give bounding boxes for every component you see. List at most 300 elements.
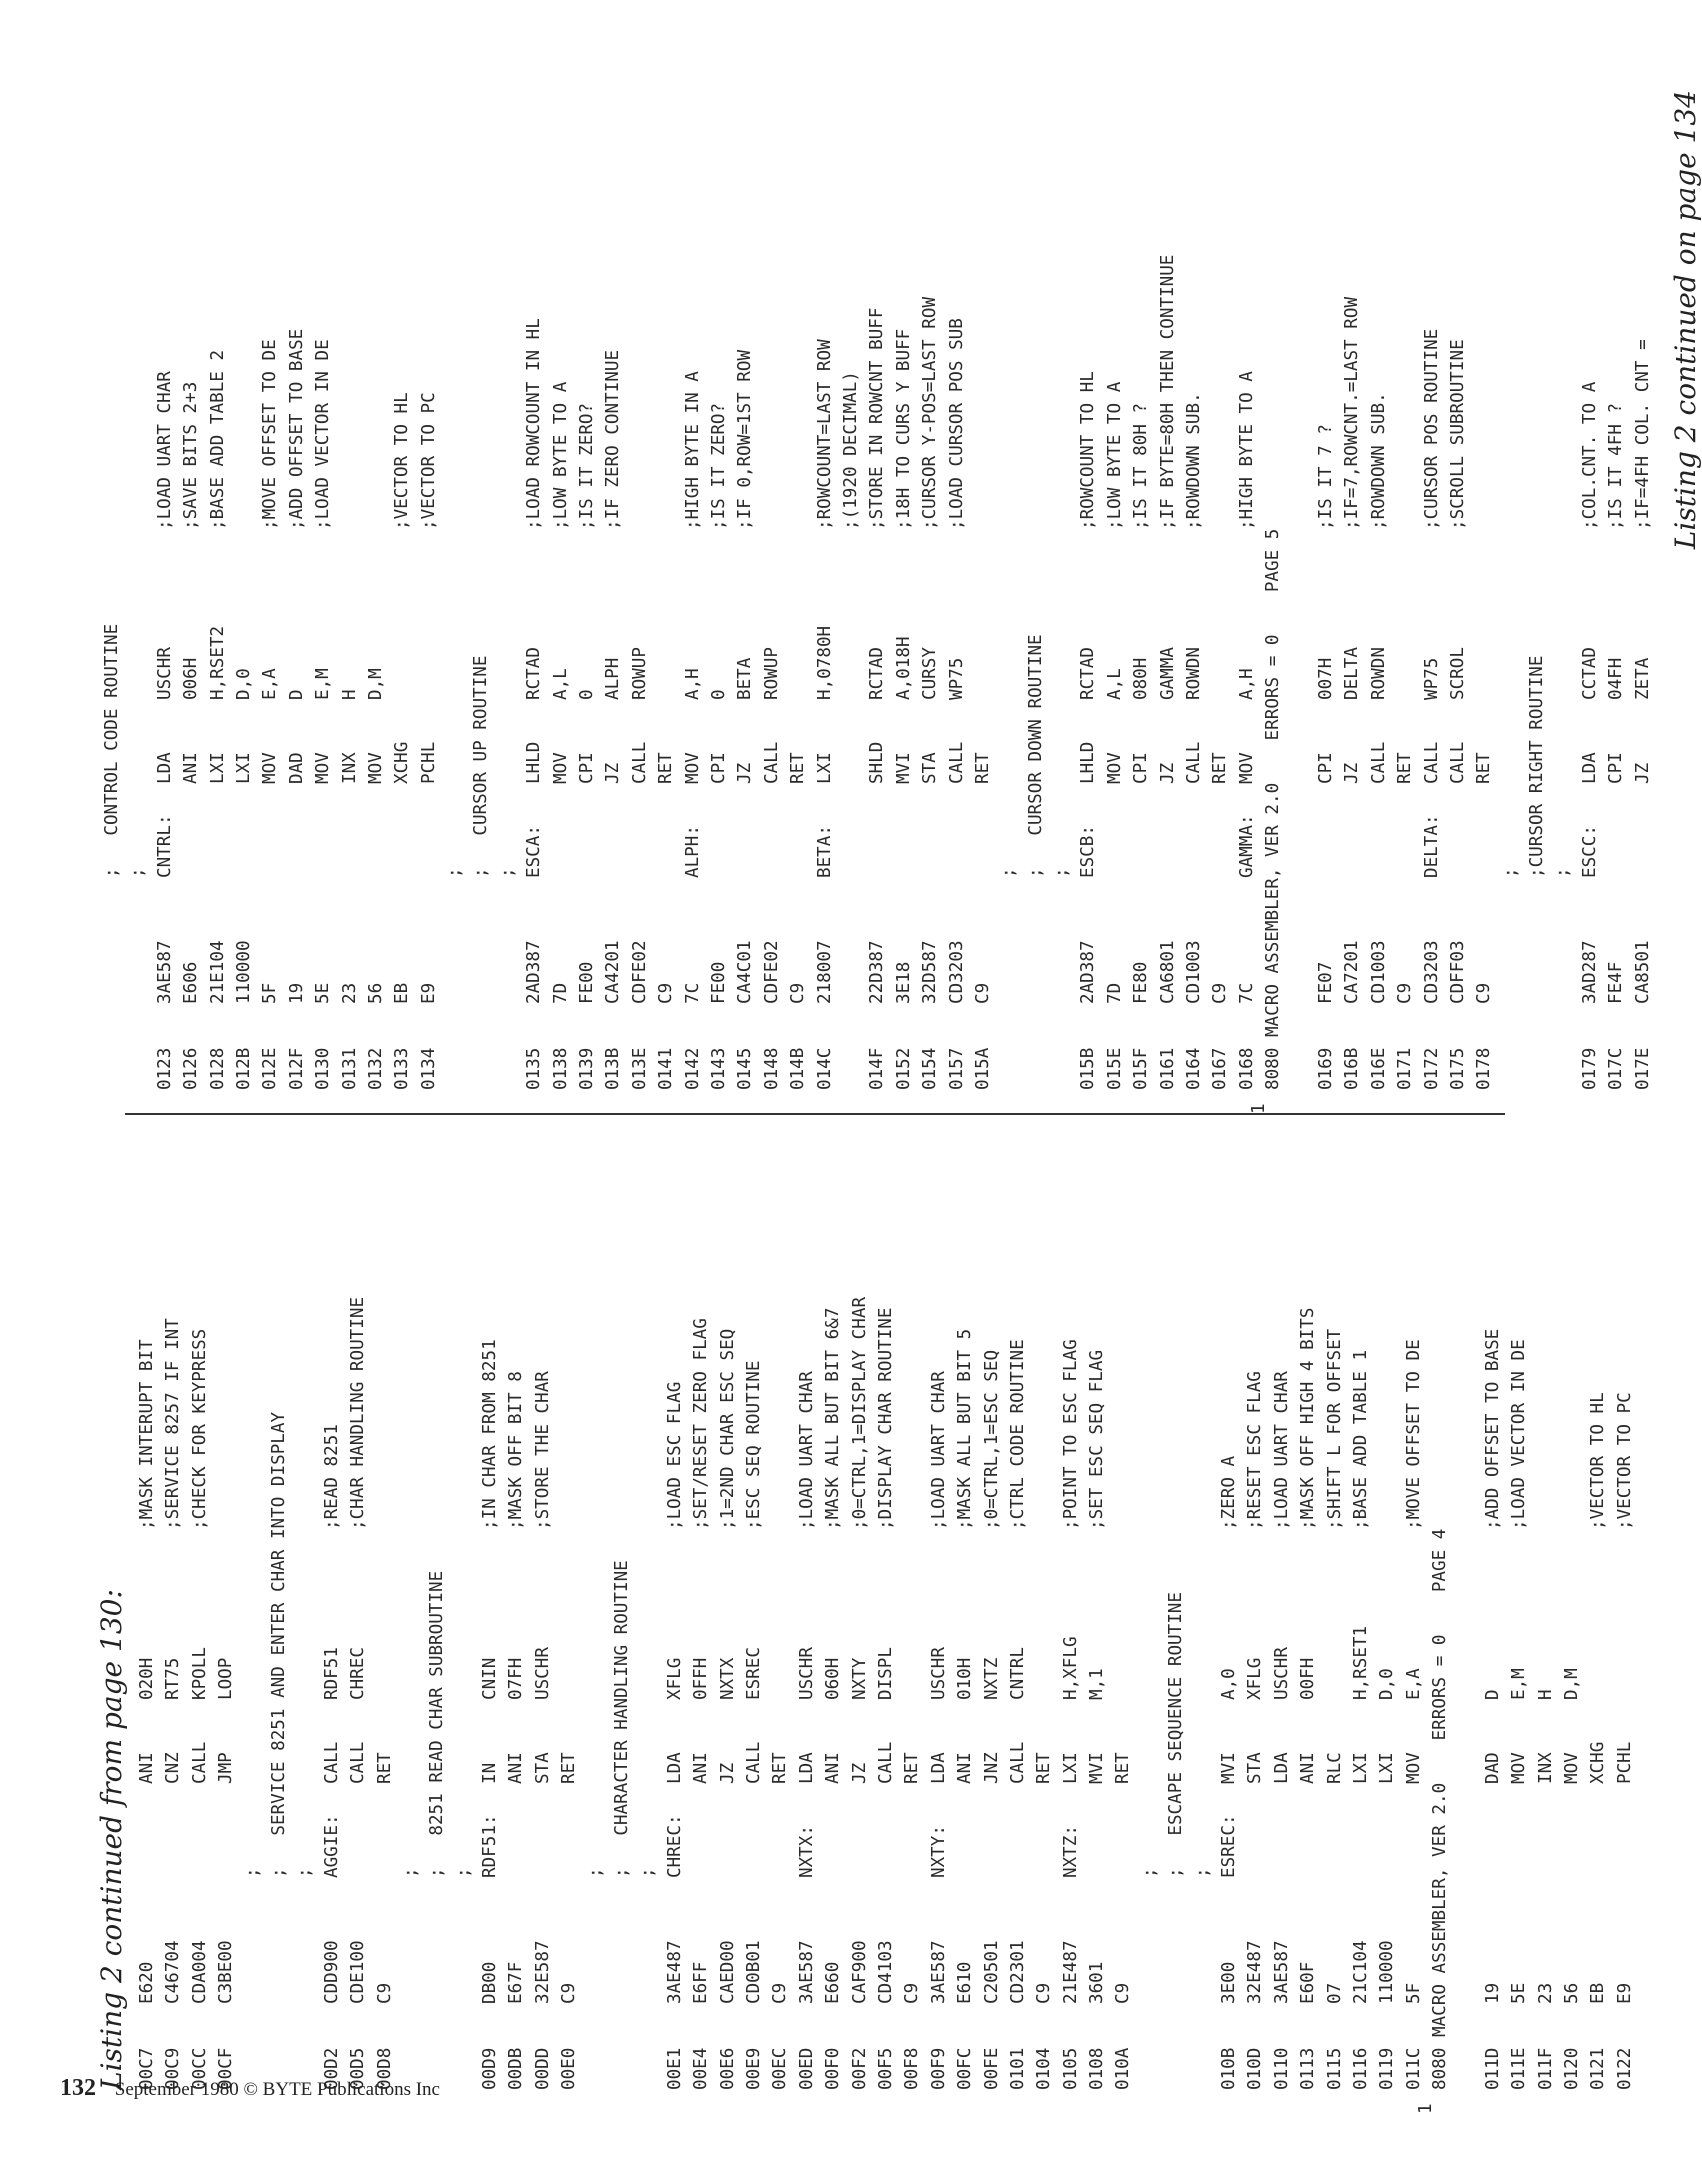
operand: H,0780H — [814, 625, 835, 700]
listing-line — [451, 1130, 477, 2090]
comment: ;SERVICE 8257 IF INT — [163, 1318, 184, 1530]
listing-line — [1392, 90, 1418, 1090]
opcode: CALL — [321, 1741, 342, 1784]
listing-line — [240, 1130, 266, 2090]
opcode: RET — [656, 752, 677, 784]
opcode: RET — [1474, 752, 1495, 784]
section-comment: ; — [1052, 867, 1073, 878]
operand: ROWUP — [629, 647, 650, 700]
object-code: FE07 — [1315, 961, 1336, 1004]
address: 0122 — [1614, 2047, 1635, 2090]
operand: 080H — [1131, 657, 1152, 700]
listing-line — [794, 1130, 820, 2090]
operand: BETA — [735, 657, 756, 700]
operand: RCTAD — [1078, 647, 1099, 700]
opcode: CALL — [348, 1741, 369, 1784]
address: 0145 — [735, 1047, 756, 1090]
listing-line — [759, 90, 785, 1090]
listing-line — [1287, 90, 1313, 1090]
object-code: CA4201 — [603, 940, 624, 1004]
opcode: CALL — [1421, 741, 1442, 784]
operand: 006H — [181, 657, 202, 700]
comment: ;COL.CNT. TO A — [1579, 381, 1600, 530]
operand: ROWUP — [761, 647, 782, 700]
listing-line — [1322, 1130, 1348, 2090]
object-code: 07 — [1324, 1982, 1345, 2004]
address: 010D — [1245, 2047, 1266, 2090]
comment: ;VECTOR TO PC — [418, 392, 439, 530]
page-number: 132 — [60, 2075, 96, 2101]
label: NXTX: — [796, 1825, 817, 1878]
listing-line — [1005, 1130, 1031, 2090]
object-code: C46704 — [163, 1940, 184, 2004]
address: 0172 — [1421, 1047, 1442, 1090]
object-code: C9 — [1210, 982, 1231, 1004]
listing-line — [1585, 1130, 1611, 2090]
operand: D,M — [365, 668, 386, 700]
operand: XFLG — [1245, 1657, 1266, 1700]
operand: A,L — [1104, 668, 1125, 700]
address: 0105 — [1060, 2047, 1081, 2090]
opcode: CALL — [1368, 741, 1389, 784]
opcode: INX — [339, 752, 360, 784]
comment: ;ADD OFFSET TO BASE — [1482, 1328, 1503, 1530]
object-code: EB — [1588, 1982, 1609, 2004]
operand: A,018H — [893, 636, 914, 700]
address: 015E — [1104, 1047, 1125, 1090]
listing-line — [1630, 90, 1656, 1090]
object-code: C9 — [972, 982, 993, 1004]
opcode: RET — [1113, 1752, 1134, 1784]
listing-line — [1058, 1130, 1084, 2090]
opcode: XCHG — [392, 741, 413, 784]
object-code: C9 — [788, 982, 809, 1004]
opcode: CPI — [1315, 752, 1336, 784]
object-code: CDFE02 — [629, 940, 650, 1004]
listing-line — [442, 90, 468, 1090]
listing-line — [741, 1130, 767, 2090]
listing-line — [926, 1130, 952, 2090]
listing-line — [635, 1130, 661, 2090]
opcode: INX — [1535, 1752, 1556, 1784]
operand: A,L — [550, 668, 571, 700]
label: ESCB: — [1078, 825, 1099, 878]
listing-line — [1445, 90, 1471, 1090]
comment: ;LOAD VECTOR IN DE — [1509, 1339, 1530, 1530]
address: 00FC — [955, 2047, 976, 2090]
listing-line — [503, 1130, 529, 2090]
listing-line — [257, 90, 283, 1090]
object-code: FE4F — [1606, 961, 1627, 1004]
listing-line — [1242, 1130, 1268, 2090]
object-code: CD1003 — [1368, 940, 1389, 1004]
object-code: 3E18 — [893, 961, 914, 1004]
page-break-marker: 1 — [1416, 2103, 1437, 2114]
section-comment: ; 8251 READ CHAR SUBROUTINE — [427, 1570, 448, 1878]
comment: ;VECTOR TO HL — [392, 392, 413, 530]
comment: ;ROWCOUNT TO HL — [1078, 371, 1099, 530]
opcode: JNZ — [981, 1752, 1002, 1784]
object-code: 23 — [1535, 1982, 1556, 2004]
object-code: 3AE587 — [154, 940, 175, 1004]
object-code: 110000 — [233, 940, 254, 1004]
comment: ;IS IT 4FH ? — [1606, 402, 1627, 530]
comment: ;MASK ALL BUT BIT 5 — [955, 1328, 976, 1530]
object-code: 21E487 — [1060, 1940, 1081, 2004]
comment: ;READ 8251 — [321, 1424, 342, 1530]
operand: ALPH — [603, 657, 624, 700]
opcode: LDA — [1271, 1752, 1292, 1784]
object-code: 22D387 — [867, 940, 888, 1004]
address: 00F0 — [823, 2047, 844, 2090]
listing-line — [416, 90, 442, 1090]
listing-line — [1612, 1130, 1638, 2090]
section-comment: ; — [445, 867, 466, 878]
section-comment: ; SERVICE 8251 AND ENTER CHAR INTO DISPLAY — [268, 1411, 289, 1878]
label: ALPH: — [682, 825, 703, 878]
section-comment: ; CURSOR DOWN ROUTINE — [1025, 634, 1046, 878]
object-code: 56 — [1562, 1982, 1583, 2004]
object-code: C9 — [770, 1982, 791, 2004]
listing-line — [1506, 1130, 1532, 2090]
address: 011F — [1535, 2047, 1556, 2090]
listing-line — [706, 90, 732, 1090]
object-code: 19 — [1482, 1982, 1503, 2004]
address: 0171 — [1395, 1047, 1416, 1090]
listing-line — [812, 90, 838, 1090]
listing-line — [213, 1130, 239, 2090]
address: 010B — [1219, 2047, 1240, 2090]
comment: ;CHECK FOR KEYPRESS — [189, 1328, 210, 1530]
object-code: 3AE587 — [796, 1940, 817, 2004]
opcode: CPI — [1606, 752, 1627, 784]
opcode: DAD — [286, 752, 307, 784]
opcode: PCHL — [418, 741, 439, 784]
object-code: 5F — [260, 982, 281, 1004]
comment: ;VECTOR TO PC — [1614, 1392, 1635, 1530]
listing-line — [1155, 90, 1181, 1090]
address: 0138 — [550, 1047, 571, 1090]
label: DELTA: — [1421, 814, 1442, 878]
address: 00CF — [216, 2047, 237, 2090]
object-code: CD0B01 — [743, 1940, 764, 2004]
comment: ;LOW BYTE TO A — [550, 381, 571, 530]
address: 0168 — [1236, 1047, 1257, 1090]
address: 0120 — [1562, 2047, 1583, 2090]
object-code: 110000 — [1377, 1940, 1398, 2004]
listing-line — [477, 1130, 503, 2090]
address: 015A — [972, 1047, 993, 1090]
address: 017C — [1606, 1047, 1627, 1090]
opcode: XCHG — [1588, 1741, 1609, 1784]
operand: DISPL — [875, 1647, 896, 1700]
address: 014B — [788, 1047, 809, 1090]
operand: ZETA — [1632, 657, 1653, 700]
object-code: C9 — [1113, 1982, 1134, 2004]
opcode: SHLD — [867, 741, 888, 784]
listing-line — [609, 1130, 635, 2090]
operand: 007H — [1315, 657, 1336, 700]
operand: H,RSET2 — [207, 625, 228, 700]
object-code: 7D — [550, 982, 571, 1004]
section-comment: ; — [400, 1867, 421, 1878]
opcode: PCHL — [1614, 1741, 1635, 1784]
opcode: JZ — [849, 1762, 870, 1784]
object-code: E660 — [823, 1961, 844, 2004]
operand: NXTY — [849, 1657, 870, 1700]
listing-line — [337, 90, 363, 1090]
section-comment: ; — [1553, 867, 1574, 878]
opcode: ANI — [1298, 1752, 1319, 1784]
object-code: 19 — [286, 982, 307, 1004]
listing-line — [1498, 90, 1524, 1090]
address: 017E — [1632, 1047, 1653, 1090]
object-code: C9 — [1034, 1982, 1055, 2004]
comment: ;BASE ADD TABLE 2 — [207, 349, 228, 530]
address: 00F9 — [928, 2047, 949, 2090]
opcode: MVI — [1087, 1752, 1108, 1784]
comment: ;POINT TO ESC FLAG — [1060, 1339, 1081, 1530]
object-code: CA4C01 — [735, 940, 756, 1004]
object-code: C9 — [1474, 982, 1495, 1004]
listing-line — [1419, 90, 1445, 1090]
label: AGGIE: — [321, 1814, 342, 1878]
label: BETA: — [814, 825, 835, 878]
object-code: CAED00 — [717, 1940, 738, 2004]
listing-line — [187, 1130, 213, 2090]
object-code: 218007 — [814, 940, 835, 1004]
opcode: LDA — [928, 1752, 949, 1784]
opcode: RET — [1395, 752, 1416, 784]
opcode: MOV — [365, 752, 386, 784]
listing-line — [231, 90, 257, 1090]
object-code: 3AE587 — [1271, 1940, 1292, 2004]
address: 0134 — [418, 1047, 439, 1090]
comment: ;LOAD ESC FLAG — [664, 1381, 685, 1530]
opcode: ANI — [137, 1752, 157, 1784]
object-code: C9 — [902, 1982, 923, 2004]
operand: DELTA — [1342, 647, 1363, 700]
listing-line — [152, 90, 178, 1090]
object-code: 5F — [1403, 1982, 1424, 2004]
address: 00E0 — [559, 2047, 580, 2090]
assembler-page-header: 8080 MACRO ASSEMBLER, VER 2.0 ERRORS = 0 PAGE 4 — [1430, 1528, 1451, 2090]
operand: 060H — [823, 1657, 844, 1700]
opcode: MVI — [893, 752, 914, 784]
section-comment: ; — [295, 1867, 316, 1878]
comment: ;CTRL CODE ROUTINE — [1007, 1339, 1028, 1530]
listing-line — [398, 1130, 424, 2090]
listing-line — [732, 90, 758, 1090]
operand: E,M — [1509, 1668, 1530, 1700]
address: 0152 — [893, 1047, 914, 1090]
listing-line — [1366, 90, 1392, 1090]
object-code: 5E — [313, 982, 334, 1004]
listing-line — [574, 90, 600, 1090]
section-comment: ; — [1192, 1867, 1213, 1878]
comment: ;LOAD VECTOR IN DE — [313, 339, 334, 530]
address: 00DD — [532, 2047, 553, 2090]
object-code: CDFF03 — [1447, 940, 1468, 1004]
footer-text: September 1980 © BYTE Publications Inc — [114, 2079, 440, 2100]
comment: ;SAVE BITS 2+3 — [181, 381, 202, 530]
object-code: 21C104 — [1350, 1940, 1371, 2004]
section-comment: ; — [453, 1867, 474, 1878]
address: 0164 — [1184, 1047, 1205, 1090]
continued-from-caption: Listing 2 continued from page 130: — [95, 1589, 128, 2090]
listing-line — [917, 90, 943, 1090]
object-code: 2AD387 — [1078, 940, 1099, 1004]
comment: ;BASE ADD TABLE 1 — [1350, 1349, 1371, 1530]
operand: 0FFH — [691, 1657, 712, 1700]
comment: ;CURSOR Y-POS=LAST ROW — [920, 296, 941, 530]
listing-line — [1295, 1130, 1321, 2090]
address: 0141 — [656, 1047, 677, 1090]
address: 0104 — [1034, 2047, 1055, 2090]
comment: ;1=2ND CHAR ESC SEQ — [717, 1328, 738, 1530]
comment: ;ROWCOUNT=LAST ROW — [814, 339, 835, 530]
listing-line — [1313, 90, 1339, 1090]
listing-line — [389, 90, 415, 1090]
section-comment: ; ESCAPE SEQUENCE ROUTINE — [1166, 1592, 1187, 1878]
comment: ;0=CTRL,1=ESC SEQ — [981, 1349, 1002, 1530]
object-code: E6FF — [691, 1961, 712, 2004]
label: CHREC: — [664, 1814, 685, 1878]
listing-line — [1533, 1130, 1559, 2090]
object-code: C9 — [374, 1982, 395, 2004]
address: 0131 — [339, 1047, 360, 1090]
label: ESREC: — [1219, 1814, 1240, 1878]
operand: 0 — [577, 689, 598, 700]
address: 013E — [629, 1047, 650, 1090]
operand: D,M — [1562, 1668, 1583, 1700]
operand: 07FH — [506, 1657, 527, 1700]
listing-line — [653, 90, 679, 1090]
listing-line — [899, 1130, 925, 2090]
opcode: RET — [1210, 752, 1231, 784]
listing-line — [891, 90, 917, 1090]
listing-line — [873, 1130, 899, 2090]
opcode: ANI — [955, 1752, 976, 1784]
listing-line — [372, 1130, 398, 2090]
object-code: 32E487 — [1245, 1940, 1266, 2004]
address: 0161 — [1157, 1047, 1178, 1090]
comment: ;SCROLL SUBROUTINE — [1447, 339, 1468, 530]
label: CNTRL: — [154, 814, 175, 878]
opcode: LXI — [1377, 1752, 1398, 1784]
comment: ;SET/RESET ZERO FLAG — [691, 1318, 712, 1530]
address: 0113 — [1298, 2047, 1319, 2090]
opcode: MOV — [1509, 1752, 1530, 1784]
listing-line — [548, 90, 574, 1090]
listing-line — [952, 1130, 978, 2090]
listing-line — [583, 1130, 609, 2090]
address: 00F2 — [849, 2047, 870, 2090]
opcode: RET — [374, 1752, 395, 1784]
opcode: LXI — [1060, 1752, 1081, 1784]
object-code: CD3203 — [946, 940, 967, 1004]
object-code: E67F — [506, 1961, 527, 2004]
opcode: CALL — [743, 1741, 764, 1784]
listing-line — [1128, 90, 1154, 1090]
column-divider — [125, 1114, 1505, 1116]
section-comment: ; CURSOR UP ROUTINE — [471, 655, 492, 878]
opcode: DAD — [1482, 1752, 1503, 1784]
operand: E,M — [313, 668, 334, 700]
address: 00E1 — [664, 2047, 685, 2090]
address: 0178 — [1474, 1047, 1495, 1090]
address: 0115 — [1324, 2047, 1345, 2090]
address: 0167 — [1210, 1047, 1231, 1090]
object-code: DB00 — [480, 1961, 501, 2004]
listing-line — [1031, 1130, 1057, 2090]
section-comment: ;CURSOR RIGHT ROUTINE — [1527, 655, 1548, 878]
address: 0169 — [1315, 1047, 1336, 1090]
comment: ;HIGH BYTE TO A — [1236, 371, 1257, 530]
opcode: CALL — [761, 741, 782, 784]
comment: ;IF 0,ROW=1ST ROW — [735, 349, 756, 530]
address: 00E4 — [691, 2047, 712, 2090]
object-code: CAF900 — [849, 1940, 870, 2004]
address: 0139 — [577, 1047, 598, 1090]
comment: ;LOAD UART CHAR — [154, 371, 175, 530]
operand: RDF51 — [321, 1647, 342, 1700]
opcode: CPI — [577, 752, 598, 784]
comment: ;(1920 DECIMAL) — [840, 371, 861, 530]
opcode: MOV — [260, 752, 281, 784]
listing-line — [345, 1130, 371, 2090]
listing-line — [1416, 1130, 1453, 2114]
opcode: JMP — [216, 1752, 237, 1784]
section-comment: ; — [999, 867, 1020, 878]
address: 0175 — [1447, 1047, 1468, 1090]
operand: 0 — [708, 689, 729, 700]
object-code: 21E104 — [207, 940, 228, 1004]
object-code: E610 — [955, 1961, 976, 2004]
opcode: STA — [532, 1752, 553, 1784]
opcode: CALL — [946, 741, 967, 784]
comment: ;LOAD CURSOR POS SUB — [946, 318, 967, 530]
opcode: RLC — [1324, 1752, 1345, 1784]
listing-line — [1137, 1130, 1163, 2090]
opcode: LXI — [233, 752, 254, 784]
comment: ;RESET ESC FLAG — [1245, 1371, 1266, 1530]
operand: A,0 — [1219, 1668, 1240, 1700]
listing-line — [266, 1130, 292, 2090]
continued-on-caption: Listing 2 continued on page 134 — [1669, 90, 1702, 550]
listing-line — [1559, 1130, 1585, 2090]
listing-line — [680, 90, 706, 1090]
address: 014C — [814, 1047, 835, 1090]
object-code: 56 — [365, 982, 386, 1004]
opcode: MOV — [550, 752, 571, 784]
opcode: JZ — [735, 762, 756, 784]
opcode: JZ — [1342, 762, 1363, 784]
address: 0154 — [920, 1047, 941, 1090]
listing-line — [495, 90, 521, 1090]
operand: WP75 — [946, 657, 967, 700]
operand: USCHR — [532, 1647, 553, 1700]
address: 0148 — [761, 1047, 782, 1090]
listing-line — [1374, 1130, 1400, 2090]
comment: ;LOAD UART CHAR — [1271, 1371, 1292, 1530]
listing-line — [99, 90, 125, 1090]
code-listing-right — [99, 90, 1656, 1114]
object-code: C9 — [1395, 982, 1416, 1004]
address: 00D9 — [480, 2047, 501, 2090]
address: 00D8 — [374, 2047, 395, 2090]
address: 015B — [1078, 1047, 1099, 1090]
